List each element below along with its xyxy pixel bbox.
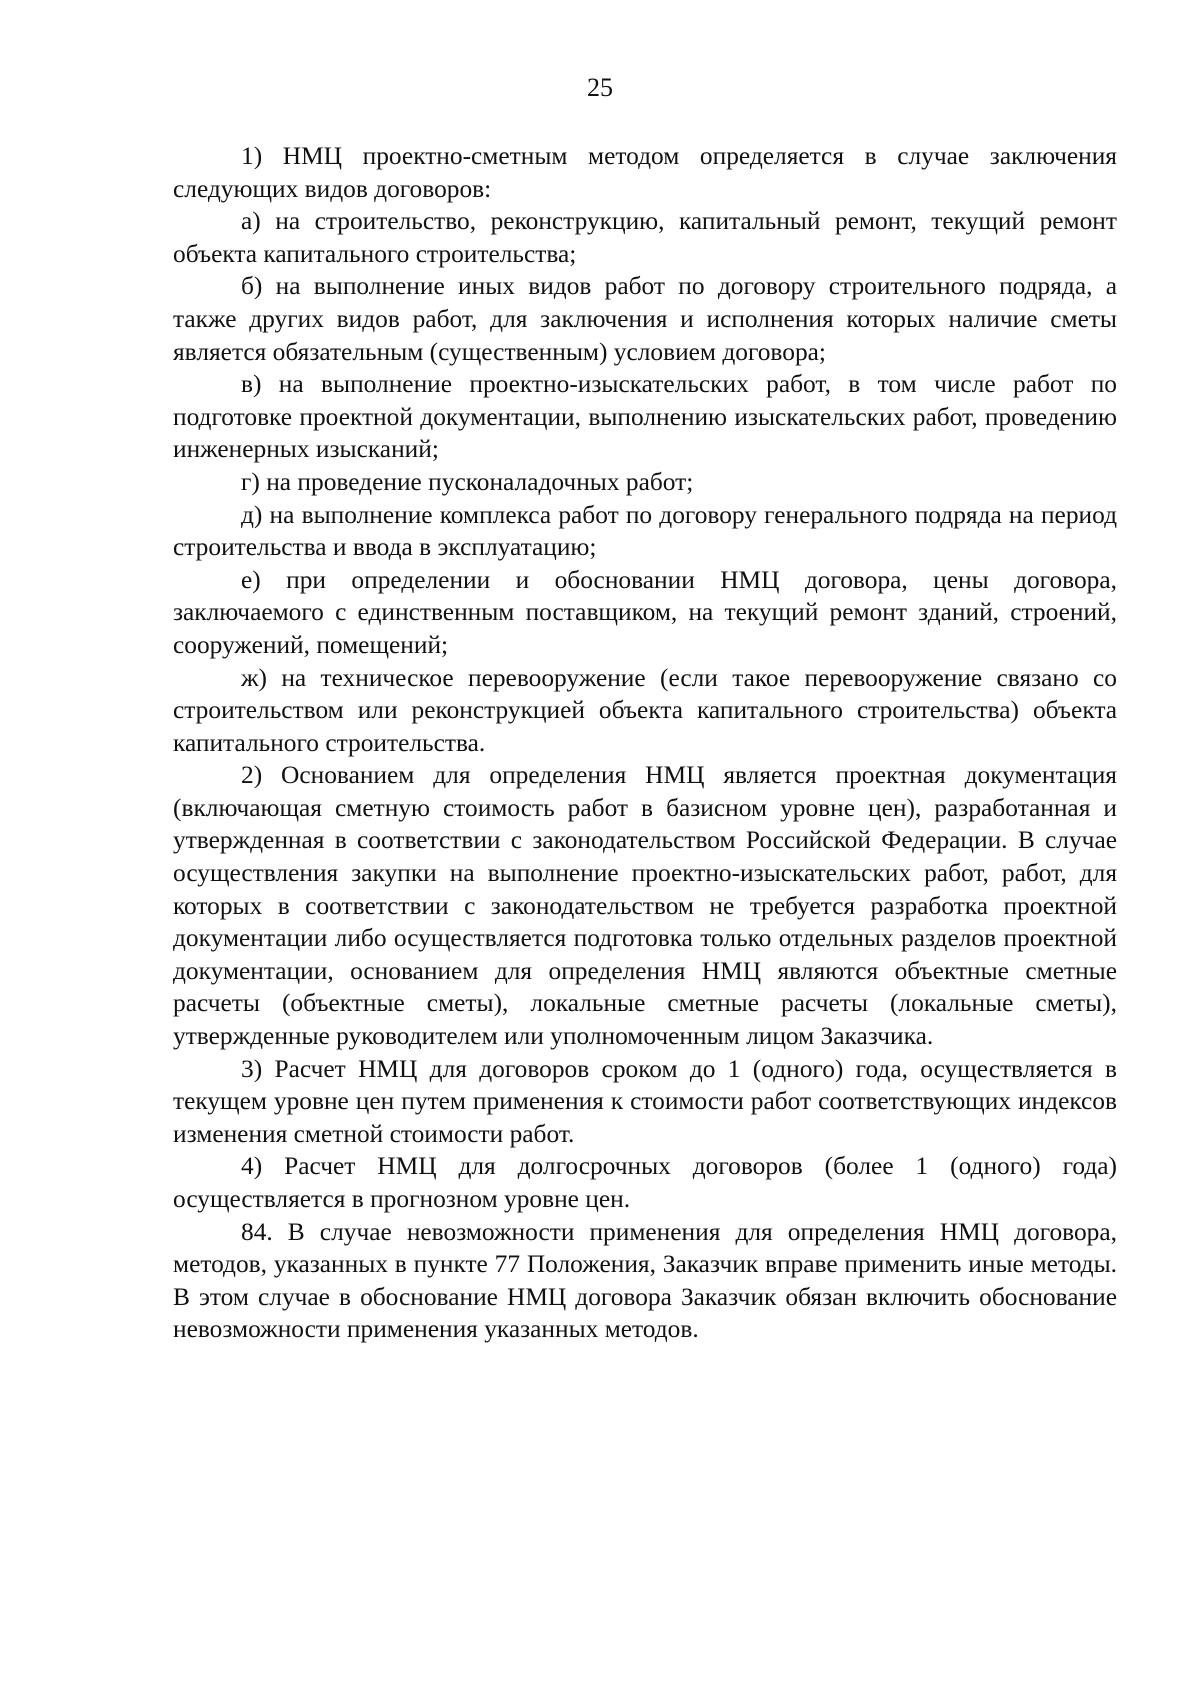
paragraph-clause-84: 84. В случае невозможности применения для определения НМЦ договора, методов, указанных в пункте 77 Положения, Заказчик вправе применить иные методы. В этом случае в обоснование НМЦ договора Заказчик обязан включить обоснование невозможности применения указанных методов. bbox=[173, 1217, 1117, 1344]
paragraph-item-3: 3) Расчет НМЦ для договоров сроком до 1 (одного) года, осуществляется в текущем уровне цен путем применения к стоимости работ соответствующих индексов изменения сметной стоимости работ. bbox=[173, 1054, 1117, 1148]
paragraph-subitem-zh: ж) на техническое перевооружение (если такое перевооружение связано со строительством или реконструкцией объекта капитального строительства) объекта капитального строительства. bbox=[173, 663, 1117, 757]
paragraph-item-2: 2) Основанием для определения НМЦ является проектная документация (включающая сметную стоимость работ в базисном уровне цен), разработанная и утвержденная в соответствии с законодательством Российской Федерации. В случае осуществления закупки на выполнение проектно-изыскательских работ, работ, для которых в соответствии с законодательством не требуется разработка проектной документации либо осуществляется подготовка только отдельных разделов проектной документации, основанием для определения НМЦ являются объектные сметные расчеты (объектные сметы), локальные сметные расчеты (локальные сметы), утвержденные руководителем или уполномоченным лицом Заказчика. bbox=[173, 761, 1117, 1051]
paragraph-subitem-v: в) на выполнение проектно-изыскательских работ, в том числе работ по подготовке проектной документации, выполнению изыскательских работ, проведению инженерных изысканий; bbox=[173, 370, 1117, 464]
paragraph-item-1: 1) НМЦ проектно-сметным методом определяется в случае заключения следующих видов договоров: bbox=[173, 142, 1117, 203]
document-body bbox=[173, 140, 1117, 1346]
page-number: 25 bbox=[587, 73, 613, 102]
paragraph-subitem-b: б) на выполнение иных видов работ по договору строительного подряда, а также других видов работ, для заключения и исполнения которых наличие сметы является обязательным (существенным) условием договора; bbox=[173, 272, 1117, 366]
paragraph-subitem-d: д) на выполнение комплекса работ по договору генерального подряда на период строительства и ввода в эксплуатацию; bbox=[173, 500, 1117, 562]
paragraph-item-4: 4) Расчет НМЦ для долгосрочных договоров (более 1 (одного) года) осуществляется в прогнозном уровне цен. bbox=[173, 1152, 1117, 1213]
paragraph-subitem-g: г) на проведение пусконаладочных работ; bbox=[241, 467, 694, 496]
paragraph-subitem-a: а) на строительство, реконструкцию, капитальный ремонт, текущий ремонт объекта капитального строительства; bbox=[173, 207, 1117, 268]
paragraph-subitem-e: е) при определении и обосновании НМЦ договора, цены договора, заключаемого с единственным поставщиком, на текущий ремонт зданий, строений, сооружений, помещений; bbox=[173, 565, 1117, 659]
